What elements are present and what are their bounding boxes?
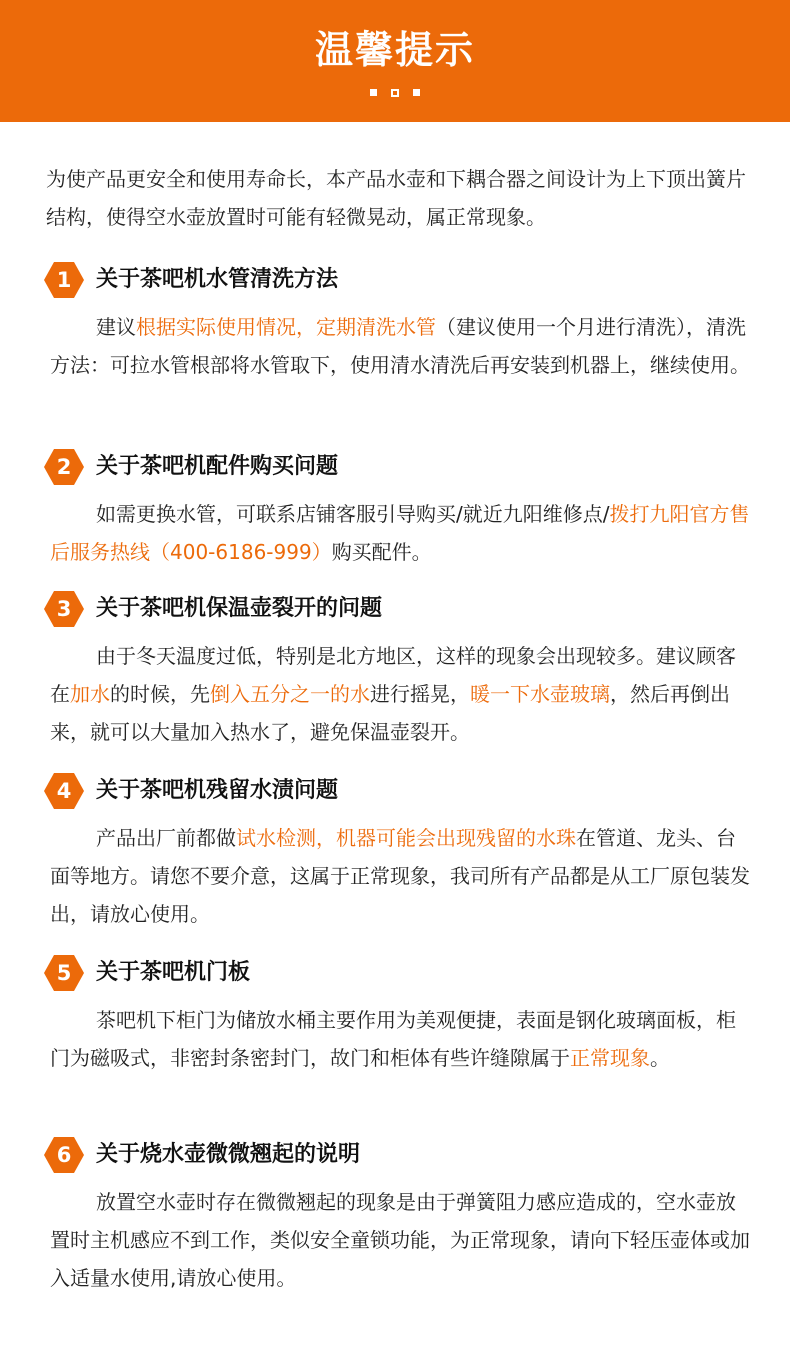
section-title: 关于茶吧机保温壶裂开的问题 <box>96 596 383 621</box>
hexagon-number-badge <box>44 1137 84 1173</box>
body-text: 产品出厂前都做 <box>96 826 236 850</box>
section-title: 关于茶吧机残留水渍问题 <box>96 778 339 803</box>
section-header <box>0 955 790 995</box>
highlighted-text: 加水 <box>70 682 110 706</box>
section-body <box>50 308 750 384</box>
page-title: 温馨提示 <box>314 28 475 72</box>
highlighted-text: 倒入五分之一的水 <box>210 682 370 706</box>
hexagon-number-badge <box>44 449 84 485</box>
section-header <box>0 591 790 631</box>
section-number: 5 <box>56 961 72 985</box>
notice-section <box>0 955 790 1077</box>
section-header <box>0 1137 790 1177</box>
section-body <box>50 495 750 571</box>
square-dot-icon <box>370 89 377 96</box>
section-header <box>0 262 790 302</box>
body-text: 在管道、龙头、台面等地方。请您不要介意，这属于正常现象，我司所有产品都是从工厂原包装发出，请放心使用。 <box>50 826 750 926</box>
section-number: 6 <box>56 1143 72 1167</box>
body-text: 。 <box>650 1046 670 1070</box>
section-body <box>50 1183 750 1297</box>
body-text: 进行摇晃， <box>370 682 470 706</box>
section-number: 2 <box>56 455 72 479</box>
notice-section <box>0 262 790 384</box>
highlighted-text: 正常现象 <box>570 1046 650 1070</box>
notice-section <box>0 773 790 933</box>
highlighted-text: 根据实际使用情况，定期清洗水管 <box>136 315 436 339</box>
section-title: 关于茶吧机水管清洗方法 <box>96 267 339 292</box>
body-text: 由于冬天温度过低，特别是北方地区，这样的现象会出现较多。建议顾客在 <box>50 644 736 706</box>
hexagon-number-badge <box>44 262 84 298</box>
hollow-square-dot-icon <box>391 89 399 97</box>
section-title: 关于烧水壶微微翘起的说明 <box>96 1142 361 1167</box>
body-text: 的时候，先 <box>110 682 210 706</box>
header-banner <box>0 0 790 122</box>
section-body <box>50 1001 750 1077</box>
section-number: 3 <box>56 597 72 621</box>
square-dot-icon <box>413 89 420 96</box>
highlighted-text: 试水检测，机器可能会出现残留的水珠 <box>236 826 576 850</box>
highlighted-text: 拨打九阳官方售后服务热线（400-6186-999） <box>50 502 750 564</box>
hexagon-number-badge <box>44 591 84 627</box>
body-text: 茶吧机下柜门为储放水桶主要作用为美观便捷，表面是钢化玻璃面板，柜门为磁吸式，非密封条密封门，故门和柜体有些许缝隙属于 <box>50 1008 736 1070</box>
highlighted-text: 暖一下水壶玻璃 <box>470 682 610 706</box>
body-text: 放置空水壶时存在微微翘起的现象是由于弹簧阻力感应造成的，空水壶放置时主机感应不到工作，类似安全童锁功能，为正常现象，请向下轻压壶体或加入适量水使用,请放心使用。 <box>50 1190 750 1290</box>
section-number: 1 <box>56 268 72 292</box>
body-text: 购买配件。 <box>331 540 432 564</box>
notice-section <box>0 591 790 751</box>
title-decoration <box>0 89 790 99</box>
hexagon-number-badge <box>44 773 84 809</box>
notice-section <box>0 1137 790 1297</box>
body-text: 如需更换水管，可联系店铺客服引导购买/就近九阳维修点/ <box>96 502 610 526</box>
section-header <box>0 773 790 813</box>
intro-paragraph: 为使产品更安全和使用寿命长，本产品水壶和下耦合器之间设计为上下顶出簧片结构，使得空水壶放置时可能有轻微晃动，属正常现象。 <box>46 167 746 229</box>
body-text: ，然后再倒出来，就可以大量加入热水了，避免保温壶裂开。 <box>50 682 730 744</box>
section-title: 关于茶吧机门板 <box>96 960 251 985</box>
section-body <box>50 637 750 751</box>
section-title: 关于茶吧机配件购买问题 <box>96 454 339 479</box>
notice-section <box>0 449 790 571</box>
body-text: （建议使用一个月进行清洗），清洗方法：可拉水管根部将水管取下，使用清水清洗后再安装到机器上，继续使用。 <box>50 315 750 377</box>
section-body <box>50 819 750 933</box>
section-header <box>0 449 790 489</box>
section-number: 4 <box>56 779 72 803</box>
body-text: 建议 <box>96 315 136 339</box>
hexagon-number-badge <box>44 955 84 991</box>
